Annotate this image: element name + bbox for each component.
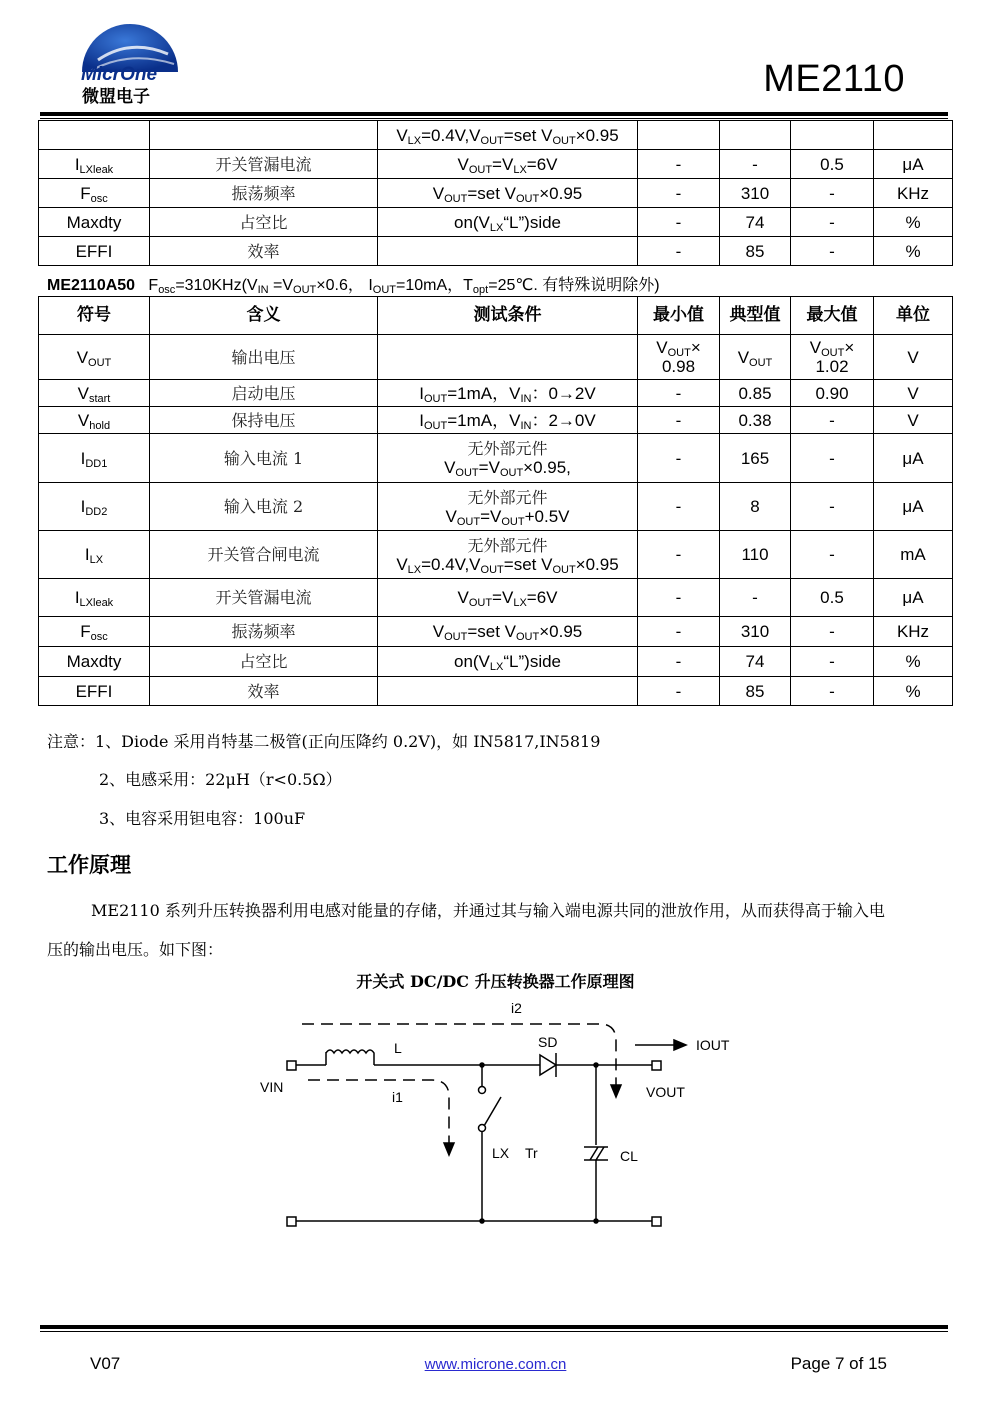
column-header: 典型值 xyxy=(720,297,791,335)
i2-current-path xyxy=(302,1024,616,1091)
typ-cell: 310 xyxy=(720,617,791,647)
meaning-cell: 开关管合闸电流 xyxy=(150,531,378,579)
column-header: 测试条件 xyxy=(378,297,638,335)
max-cell: - xyxy=(791,677,874,706)
section-caption xyxy=(47,272,660,295)
max-cell: - xyxy=(791,407,874,434)
meaning-cell: 效率 xyxy=(150,677,378,706)
max-cell: 0.5 xyxy=(791,150,874,179)
page-number: Page 7 of 15 xyxy=(790,1354,887,1373)
label-i2: i2 xyxy=(511,1000,522,1016)
symbol-cell xyxy=(39,121,150,150)
main-table-row xyxy=(39,647,953,677)
spec-table xyxy=(38,296,953,706)
label-IOUT: IOUT xyxy=(696,1037,730,1053)
unit-cell: KHz xyxy=(874,179,953,208)
symbol-cell: $I_{LXleak}$ xyxy=(39,150,150,179)
typ-cell: 85 xyxy=(720,677,791,706)
meaning-cell: 输入电流 2 xyxy=(150,483,378,531)
typ-cell: 310 xyxy=(720,179,791,208)
meaning-cell: 输出电压 xyxy=(150,335,378,380)
max-cell: - xyxy=(791,617,874,647)
typ-cell: 8 xyxy=(720,483,791,531)
i1-current-path xyxy=(308,1080,449,1145)
label-i1: i1 xyxy=(392,1089,403,1105)
switch-icon xyxy=(484,1097,501,1126)
symbol-cell: $F_{osc}$ xyxy=(39,179,150,208)
footer-rule-thin xyxy=(40,1331,948,1332)
document-title: ME2110 xyxy=(763,58,905,100)
label-L: L xyxy=(394,1040,402,1056)
website-link[interactable]: www.microne.com.cn xyxy=(424,1356,567,1373)
condition-cell: $I_{OUT}=1mA$，$V_{IN}$：0→2V xyxy=(378,380,638,407)
min-cell: $V_{OUT}\times$ 0.98 xyxy=(638,335,720,380)
symbol-cell: EFFI xyxy=(39,677,150,706)
unit-cell: V xyxy=(874,335,953,380)
unit-cell: μA xyxy=(874,150,953,179)
max-cell: - xyxy=(791,483,874,531)
unit-cell: % xyxy=(874,677,953,706)
main-table-row xyxy=(39,335,953,380)
gnd-left-terminal xyxy=(287,1217,296,1226)
max-cell xyxy=(791,121,874,150)
main-table-row xyxy=(39,380,953,407)
symbol-cell: $I_{LXleak}$ xyxy=(39,579,150,617)
note-1: 注意：1、Diode 采用肖特基二极管(正向压降约 0.2V)，如 IN5817,IN5819 xyxy=(47,732,601,751)
typ-cell: - xyxy=(720,150,791,179)
main-table-row xyxy=(39,677,953,706)
main-table-row xyxy=(39,531,953,579)
max-cell: - xyxy=(791,531,874,579)
main-table-row xyxy=(39,579,953,617)
note-2: 2、电感采用：22μH（r<0.5Ω） xyxy=(99,770,342,789)
typ-cell: 74 xyxy=(720,647,791,677)
min-cell: - xyxy=(638,531,720,579)
figure-title: 开关式 DC/DC 升压转换器工作原理图 xyxy=(356,972,635,991)
i1-arrow-icon xyxy=(444,1143,454,1155)
condition-cell xyxy=(378,237,638,266)
unit-cell: % xyxy=(874,647,953,677)
meaning-cell: 输入电流 1 xyxy=(150,434,378,483)
typ-cell: 85 xyxy=(720,237,791,266)
top-table-row xyxy=(39,179,953,208)
condition-cell: $V_{OUT}=set$ $V_{OUT}\times 0.95$ xyxy=(378,617,638,647)
unit-cell: % xyxy=(874,237,953,266)
paragraph-line-2: 压的输出电压。如下图： xyxy=(47,940,224,959)
min-cell: - xyxy=(638,617,720,647)
i2-arrow-icon xyxy=(611,1085,621,1097)
max-cell: 0.90 xyxy=(791,380,874,407)
symbol-cell: $V_{start}$ xyxy=(39,380,150,407)
spec-table-continued xyxy=(38,120,953,266)
max-cell: $V_{OUT}\times$ 1.02 xyxy=(791,335,874,380)
condition-cell: 无外部元件 $V_{LX}=0.4V,V_{OUT}=set$ $V_{OUT}\times 0.95$ xyxy=(378,531,638,579)
min-cell: - xyxy=(638,150,720,179)
typ-cell: - xyxy=(720,579,791,617)
main-table-row xyxy=(39,617,953,647)
column-header: 含义 xyxy=(150,297,378,335)
capacitor-icon xyxy=(584,1147,608,1160)
label-VOUT: VOUT xyxy=(646,1084,685,1100)
main-table-row xyxy=(39,407,953,434)
symbol-cell: $I_{DD1}$ xyxy=(39,434,150,483)
test-conditions: $F_{osc}=310KHz(V_{IN} =V_{OUT}\times 0.6$， $I_{OUT}=10mA$，$T_{opt}=25℃$. 有特殊说明除外) xyxy=(148,277,660,296)
max-cell: - xyxy=(791,434,874,483)
typ-cell: 110 xyxy=(720,531,791,579)
condition-cell: $V_{OUT}=V_{LX}=6V$ xyxy=(378,579,638,617)
model-name: ME2110A50 xyxy=(47,277,136,294)
unit-cell: μA xyxy=(874,483,953,531)
min-cell: - xyxy=(638,237,720,266)
paragraph-line-1: ME2110 系列升压转换器利用电感对能量的存储，并通过其与输入端电源共同的泄放作用，从而获得高于输入电 xyxy=(91,901,885,920)
main-table-row xyxy=(39,483,953,531)
meaning-cell: 保持电压 xyxy=(150,407,378,434)
min-cell: - xyxy=(638,434,720,483)
min-cell: - xyxy=(638,677,720,706)
meaning-cell xyxy=(150,121,378,150)
condition-cell xyxy=(378,335,638,380)
label-Tr: Tr xyxy=(525,1145,538,1161)
max-cell: - xyxy=(791,179,874,208)
max-cell: 0.5 xyxy=(791,579,874,617)
min-cell: - xyxy=(638,407,720,434)
column-header: 最小值 xyxy=(638,297,720,335)
meaning-cell: 振荡频率 xyxy=(150,179,378,208)
symbol-cell: $F_{osc}$ xyxy=(39,617,150,647)
typ-cell: 0.85 xyxy=(720,380,791,407)
symbol-cell: Maxdty xyxy=(39,208,150,237)
min-cell: - xyxy=(638,179,720,208)
min-cell xyxy=(638,121,720,150)
condition-cell: $on(V_{LX}“L”)side$ xyxy=(378,208,638,237)
meaning-cell: 开关管漏电流 xyxy=(150,150,378,179)
symbol-cell: $I_{DD2}$ xyxy=(39,483,150,531)
min-cell: - xyxy=(638,483,720,531)
column-header: 符号 xyxy=(39,297,150,335)
min-cell: - xyxy=(638,380,720,407)
label-LX: LX xyxy=(492,1145,510,1161)
max-cell: - xyxy=(791,647,874,677)
top-table-row xyxy=(39,208,953,237)
symbol-cell: EFFI xyxy=(39,237,150,266)
symbol-cell: $V_{OUT}$ xyxy=(39,335,150,380)
condition-cell: 无外部元件 $V_{OUT}=V_{OUT}+0.5V$ xyxy=(378,483,638,531)
meaning-cell: 占空比 xyxy=(150,208,378,237)
version-label: V07 xyxy=(90,1354,121,1373)
typ-cell xyxy=(720,121,791,150)
vout-terminal xyxy=(652,1061,661,1070)
inductor-icon xyxy=(326,1050,374,1065)
diode-icon xyxy=(540,1055,556,1075)
unit-cell: KHz xyxy=(874,617,953,647)
condition-cell: $on(V_{LX}“L”)side$ xyxy=(378,647,638,677)
column-header: 单位 xyxy=(874,297,953,335)
top-table-row xyxy=(39,150,953,179)
unit-cell: μA xyxy=(874,579,953,617)
meaning-cell: 启动电压 xyxy=(150,380,378,407)
condition-cell xyxy=(378,677,638,706)
logo-text: MicrOne xyxy=(81,64,158,85)
max-cell: - xyxy=(791,208,874,237)
label-SD: SD xyxy=(538,1034,558,1050)
vin-terminal xyxy=(287,1061,296,1070)
condition-cell: $I_{OUT}=1mA$，$V_{IN}$：2→0V xyxy=(378,407,638,434)
condition-cell: $V_{OUT}=set$ $V_{OUT}\times 0.95$ xyxy=(378,179,638,208)
meaning-cell: 开关管漏电流 xyxy=(150,579,378,617)
min-cell: - xyxy=(638,579,720,617)
meaning-cell: 振荡频率 xyxy=(150,617,378,647)
typ-cell: 74 xyxy=(720,208,791,237)
min-cell: - xyxy=(638,208,720,237)
header-rule xyxy=(40,112,948,116)
boost-converter-diagram xyxy=(250,995,750,1235)
label-VIN: VIN xyxy=(260,1079,284,1095)
symbol-cell: Maxdty xyxy=(39,647,150,677)
label-CL: CL xyxy=(620,1148,638,1164)
meaning-cell: 效率 xyxy=(150,237,378,266)
top-table-row xyxy=(39,121,953,150)
main-table-row xyxy=(39,434,953,483)
typ-cell: $V_{OUT}$ xyxy=(720,335,791,380)
unit-cell: mA xyxy=(874,531,953,579)
symbol-cell: $I_{LX}$ xyxy=(39,531,150,579)
unit-cell: μA xyxy=(874,434,953,483)
condition-cell: $V_{OUT}=V_{LX}=6V$ xyxy=(378,150,638,179)
microne-logo xyxy=(78,20,182,112)
meaning-cell: 占空比 xyxy=(150,647,378,677)
column-header: 最大值 xyxy=(791,297,874,335)
typ-cell: 0.38 xyxy=(720,407,791,434)
section-heading: 工作原理 xyxy=(47,852,131,877)
condition-cell: 无外部元件 $V_{OUT}=V_{OUT}\times 0.95$, xyxy=(378,434,638,483)
condition-cell: $V_{LX}=0.4V,V_{OUT}=set$ $V_{OUT}\times 0.95$ xyxy=(378,121,638,150)
unit-cell xyxy=(874,121,953,150)
typ-cell: 165 xyxy=(720,434,791,483)
top-table-row xyxy=(39,237,953,266)
max-cell: - xyxy=(791,237,874,266)
header-rule-thin xyxy=(40,118,948,119)
unit-cell: V xyxy=(874,380,953,407)
gnd-right-terminal xyxy=(652,1217,661,1226)
footer-rule xyxy=(40,1325,948,1329)
min-cell: - xyxy=(638,647,720,677)
note-3: 3、电容采用钽电容：100uF xyxy=(99,809,306,828)
unit-cell: V xyxy=(874,407,953,434)
iout-arrow-icon xyxy=(674,1040,686,1050)
logo-cn: 微盟电子 xyxy=(82,87,150,107)
symbol-cell: $V_{hold}$ xyxy=(39,407,150,434)
unit-cell: % xyxy=(874,208,953,237)
